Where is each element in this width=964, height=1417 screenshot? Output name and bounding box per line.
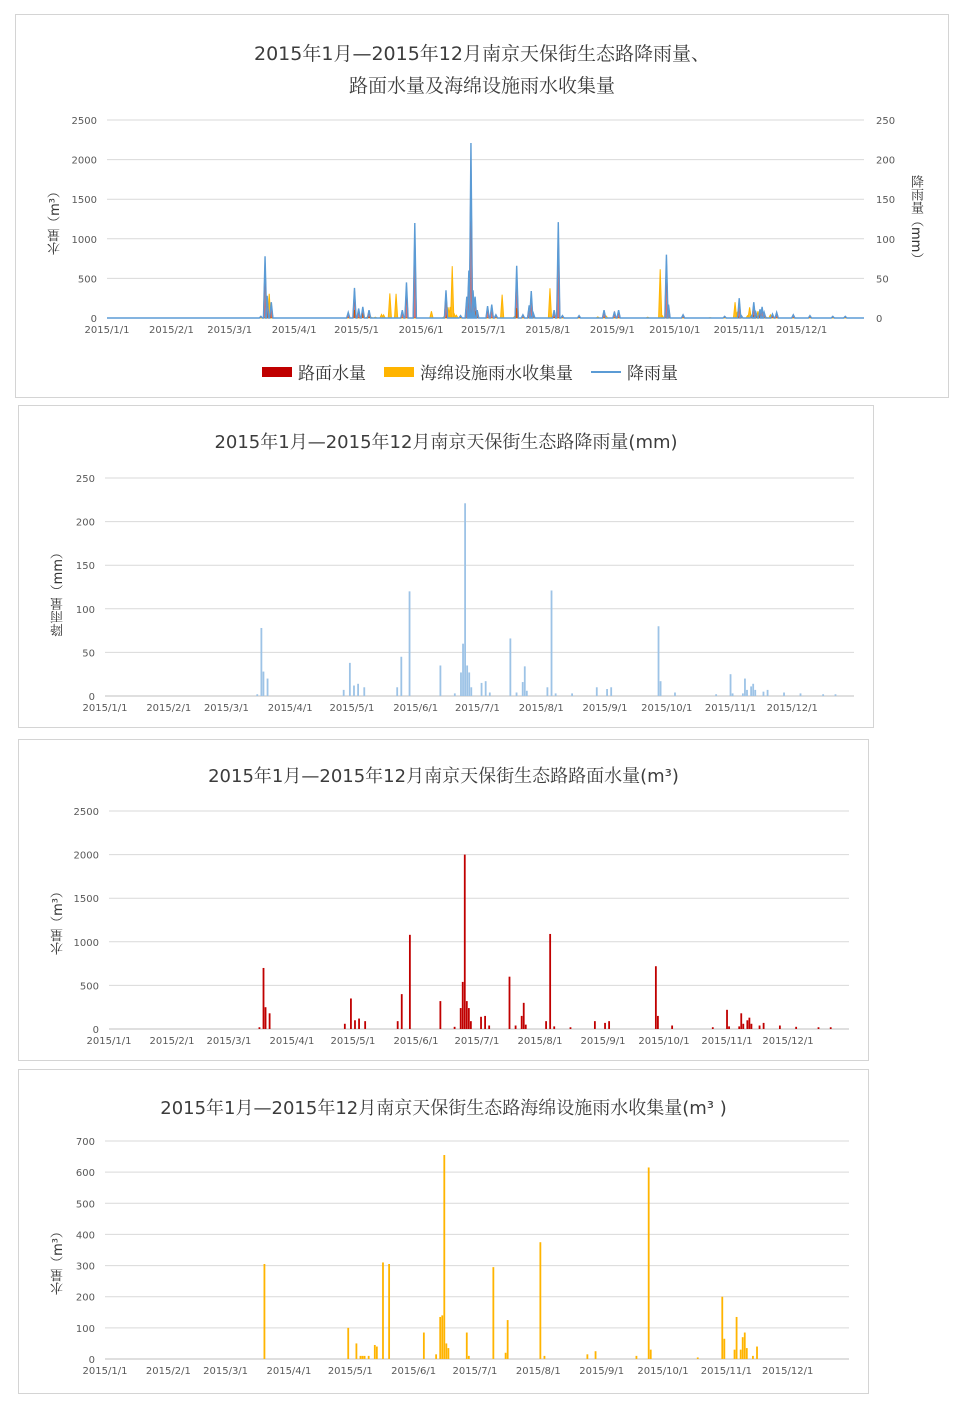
y-tick-label: 2500 [73, 807, 99, 818]
rain-bar [800, 693, 802, 696]
rain-bar [509, 638, 511, 696]
rain-bar [715, 694, 717, 696]
rain-bar [730, 674, 732, 696]
legend-label-sponge: 海绵设施雨水收集量 [420, 364, 573, 384]
rain-chart-svg [19, 406, 875, 729]
y-tick-label: 700 [75, 1137, 95, 1148]
x-tick-label: 2015/9/1 [589, 325, 635, 336]
road-bar [763, 1023, 765, 1029]
x-tick-label: 2015/11/1 [700, 1366, 753, 1377]
x-tick-label: 2015/1/1 [82, 1366, 128, 1377]
y-tick-label: 1500 [71, 195, 97, 207]
road-bar [439, 1001, 441, 1029]
sponge-chart-panel [18, 1069, 869, 1394]
road-bar [657, 1016, 659, 1029]
road-bar [655, 966, 657, 1029]
rain-bar [470, 687, 472, 696]
sponge-bar [723, 1339, 725, 1359]
y-tick-label: 0 [88, 692, 95, 703]
legend-swatch-road [262, 367, 292, 377]
road-bar [746, 1020, 748, 1029]
sponge-bar [360, 1356, 362, 1359]
road-bar [521, 1016, 523, 1029]
rain-bar [489, 693, 491, 696]
rain-bar [522, 682, 524, 696]
road-bar [545, 1021, 547, 1029]
rain-bar [524, 666, 526, 696]
y-tick-label: 2000 [73, 850, 99, 862]
x-tick-label: 2015/10/1 [637, 1366, 689, 1377]
y-tick-label: 1500 [73, 894, 99, 906]
x-tick-label: 2015/11/1 [704, 703, 757, 714]
legend-swatch-sponge [384, 367, 414, 377]
x-tick-label: 2015/6/1 [391, 1366, 437, 1377]
y-tick-label: 0 [90, 314, 97, 325]
legend-item-road [262, 359, 366, 384]
combined-chart-panel [15, 14, 949, 398]
sponge-bar [441, 1315, 443, 1359]
x-tick-label: 2015/11/1 [713, 325, 765, 336]
x-tick-label: 2015/8/1 [525, 325, 571, 336]
rain-chart-panel [18, 405, 874, 728]
road-bar [751, 1024, 753, 1029]
y-tick-label: 1000 [73, 937, 99, 949]
road-bar [570, 1027, 572, 1029]
combined-ylabel-right: 降雨量（mm） [908, 175, 923, 266]
rain-bar [462, 644, 464, 696]
road-bar [525, 1025, 527, 1029]
sponge-bar [539, 1242, 541, 1359]
sponge-bar [382, 1262, 384, 1359]
rain-bar [660, 681, 662, 696]
sponge-bar [388, 1264, 390, 1359]
rain-bar [256, 694, 258, 696]
legend-item-rain [591, 359, 678, 384]
rain-bar [783, 693, 785, 696]
x-tick-label: 2015/4/1 [271, 325, 317, 336]
y-right-tick-label: 0 [876, 314, 883, 325]
y-tick-label: 150 [75, 561, 95, 573]
rain-bar [357, 684, 359, 696]
x-tick-label: 2015/9/1 [582, 703, 628, 714]
x-tick-label: 2015/7/1 [452, 1366, 498, 1377]
rain-bar [466, 665, 468, 696]
x-tick-label: 2015/8/1 [518, 703, 564, 714]
rain-bar [353, 686, 355, 696]
x-tick-label: 2015/10/1 [638, 1036, 690, 1047]
x-tick-label: 2015/6/1 [398, 325, 444, 336]
x-tick-label: 2015/5/1 [327, 1366, 373, 1377]
road-chart-panel [18, 739, 869, 1061]
rain-bar [526, 691, 528, 696]
combined-ylabel-left: 水量（m³） [48, 185, 63, 255]
y-tick-label: 500 [75, 1199, 95, 1211]
road-bar [350, 998, 352, 1029]
y-tick-label: 2000 [71, 155, 97, 167]
y-tick-label: 2500 [71, 116, 97, 127]
series-sponge-area [107, 266, 864, 318]
rain-bar [658, 626, 660, 696]
road-bar [269, 1013, 271, 1029]
road-bar [464, 855, 466, 1029]
rain-bar [767, 690, 769, 696]
y-right-tick-label: 250 [876, 116, 896, 127]
rain-bar [596, 687, 598, 696]
road-bar [742, 1024, 744, 1029]
x-tick-label: 2015/5/1 [329, 703, 375, 714]
road-bar [462, 982, 464, 1029]
road-bar [259, 1027, 261, 1029]
sponge-bar [443, 1155, 445, 1359]
rain-bar [752, 684, 754, 696]
rain-bar [485, 681, 487, 696]
y-tick-label: 300 [75, 1261, 95, 1273]
y-tick-label: 250 [75, 474, 95, 485]
x-tick-label: 2015/10/1 [641, 703, 693, 714]
sponge-bar [356, 1343, 358, 1359]
sponge-bar [586, 1354, 588, 1359]
rain-bar [674, 693, 676, 696]
road-bar [728, 1026, 730, 1029]
x-tick-label: 2015/2/1 [145, 1366, 191, 1377]
rain-bar [363, 687, 365, 696]
sponge-bar [423, 1333, 425, 1359]
x-tick-label: 2015/12/1 [762, 1366, 814, 1377]
x-tick-label: 2015/4/1 [267, 703, 313, 714]
road-bar [454, 1027, 456, 1029]
y-tick-label: 0 [88, 1355, 95, 1366]
rain-bar [547, 687, 549, 696]
road-bar [594, 1021, 596, 1029]
rain-bar [835, 694, 837, 696]
y-tick-label: 500 [79, 981, 99, 993]
road-bar [738, 1026, 740, 1029]
sponge-chart-title: 2015年1月—2015年12月南京天保街生态路海绵设施雨水收集量(m³ ) [160, 1098, 727, 1119]
sponge-bar [439, 1317, 441, 1359]
sponge-bar [650, 1350, 652, 1359]
road-bar [466, 1001, 468, 1029]
road-bar [830, 1027, 832, 1029]
sponge-bar [736, 1317, 738, 1359]
sponge-bar [740, 1350, 742, 1359]
road-bar [818, 1027, 820, 1029]
rain-bar [750, 686, 752, 696]
sponge-bar [466, 1333, 468, 1359]
sponge-bar [744, 1333, 746, 1359]
x-tick-label: 2015/9/1 [580, 1036, 626, 1047]
road-bar [712, 1027, 714, 1029]
road-bar [468, 1008, 470, 1029]
rain-chart-title: 2015年1月—2015年12月南京天保街生态路降雨量(mm) [214, 432, 678, 453]
sponge-bar [746, 1348, 748, 1359]
x-tick-label: 2015/7/1 [454, 703, 500, 714]
sponge-bar [721, 1297, 723, 1359]
x-tick-label: 2015/6/1 [393, 1036, 439, 1047]
y-right-tick-label: 200 [876, 155, 896, 167]
x-tick-label: 2015/9/1 [579, 1366, 625, 1377]
road-ylabel: 水量（m³） [51, 885, 66, 955]
sponge-ylabel: 水量（m³） [51, 1225, 66, 1295]
y-tick-label: 400 [75, 1230, 95, 1242]
road-bar [484, 1016, 486, 1029]
sponge-bar [507, 1320, 509, 1359]
x-tick-label: 2015/12/1 [775, 325, 828, 336]
road-bar [344, 1024, 346, 1029]
x-tick-label: 2015/7/1 [460, 325, 506, 336]
rain-bar [468, 672, 470, 696]
x-tick-label: 2015/4/1 [266, 1366, 312, 1377]
y-right-tick-label: 150 [876, 195, 896, 207]
series-rain-line [107, 143, 864, 318]
x-tick-label: 2015/10/1 [649, 325, 701, 336]
rain-bar [454, 693, 456, 696]
rain-bar [481, 683, 483, 696]
y-right-tick-label: 100 [876, 234, 896, 246]
x-tick-label: 2015/7/1 [454, 1036, 500, 1047]
sponge-bar [362, 1356, 364, 1359]
rain-bar [746, 690, 748, 696]
road-bar [779, 1026, 781, 1029]
combined-legend [262, 359, 678, 384]
legend-swatch-rain [591, 371, 621, 373]
legend-label-rain: 降雨量 [627, 364, 678, 384]
road-bar [460, 1008, 462, 1029]
sponge-bar [445, 1343, 447, 1359]
sponge-bar [742, 1337, 744, 1359]
rain-bar [343, 690, 345, 696]
sponge-bar [468, 1356, 470, 1359]
sponge-bar [595, 1351, 597, 1359]
sponge-bar [648, 1167, 650, 1359]
rain-bar [754, 690, 756, 696]
x-tick-label: 2015/3/1 [203, 703, 249, 714]
road-chart-title: 2015年1月—2015年12月南京天保街生态路路面水量(m³) [208, 766, 679, 787]
rain-bar [742, 693, 744, 696]
sponge-bar [544, 1356, 546, 1359]
rain-bar [409, 591, 411, 696]
rain-bar [460, 672, 462, 696]
x-tick-label: 2015/12/1 [762, 1036, 814, 1047]
rain-bar [400, 657, 402, 696]
sponge-bar [376, 1347, 378, 1359]
x-tick-label: 2015/6/1 [393, 703, 439, 714]
x-tick-label: 2015/2/1 [149, 1036, 195, 1047]
y-tick-label: 500 [77, 274, 97, 286]
sponge-bar [264, 1264, 266, 1359]
legend-label-road: 路面水量 [298, 364, 366, 384]
combined-chart-title-line1: 2015年1月—2015年12月南京天保街生态路降雨量、 [254, 43, 710, 65]
road-bar [480, 1017, 482, 1029]
road-bar [265, 1007, 267, 1029]
road-bar [358, 1019, 360, 1029]
x-tick-label: 2015/3/1 [206, 1036, 252, 1047]
road-bar [509, 977, 511, 1029]
x-tick-label: 2015/3/1 [203, 1366, 249, 1377]
sponge-bar [492, 1267, 494, 1359]
road-bar [608, 1021, 610, 1029]
x-tick-label: 2015/1/1 [82, 703, 128, 714]
road-bar [488, 1026, 490, 1029]
x-tick-label: 2015/2/1 [149, 325, 194, 336]
rain-bar [260, 628, 262, 696]
combined-chart-title-line2: 路面水量及海绵设施雨水收集量 [348, 75, 615, 97]
y-right-tick-label: 50 [876, 274, 889, 286]
road-bar [549, 934, 551, 1029]
x-tick-label: 2015/8/1 [515, 1366, 561, 1377]
road-bar [553, 1026, 555, 1029]
x-tick-label: 2015/1/1 [84, 325, 130, 336]
rain-bar [464, 503, 466, 696]
rain-bar [822, 694, 824, 696]
x-tick-label: 2015/4/1 [269, 1036, 315, 1047]
road-bar [748, 1018, 750, 1029]
rain-bar [440, 665, 442, 696]
sponge-bar [697, 1357, 699, 1359]
x-tick-label: 2015/12/1 [766, 703, 818, 714]
road-bar [397, 1021, 399, 1029]
road-bar [726, 1010, 728, 1029]
road-bar [759, 1026, 761, 1029]
road-bar [740, 1013, 742, 1029]
rain-bar [349, 663, 351, 696]
road-bar [364, 1021, 366, 1029]
rain-bar [606, 689, 608, 696]
road-bar [354, 1020, 356, 1029]
sponge-chart-svg [19, 1070, 870, 1395]
road-bar [795, 1027, 797, 1029]
rain-bar [267, 679, 269, 696]
road-bar [604, 1023, 606, 1029]
legend-item-sponge [384, 359, 573, 384]
sponge-bar [756, 1347, 758, 1359]
sponge-bar [435, 1354, 437, 1359]
rain-bar [571, 693, 573, 696]
y-tick-label: 0 [92, 1025, 99, 1036]
rain-bar [396, 687, 398, 696]
x-tick-label: 2015/5/1 [330, 1036, 376, 1047]
sponge-bar [364, 1356, 366, 1359]
road-bar [409, 935, 411, 1029]
road-bar [401, 994, 403, 1029]
rain-bar [610, 687, 612, 696]
rain-bar [516, 693, 518, 696]
road-bar [523, 1003, 525, 1029]
road-bar [263, 968, 265, 1029]
y-tick-label: 200 [75, 517, 95, 529]
x-tick-label: 2015/8/1 [517, 1036, 563, 1047]
x-tick-label: 2015/5/1 [334, 325, 380, 336]
road-chart-svg [19, 740, 870, 1062]
rain-bar [551, 590, 553, 696]
rain-ylabel: 降雨量（mm） [51, 546, 66, 637]
road-bar [671, 1026, 673, 1029]
sponge-bar [636, 1356, 638, 1359]
y-tick-label: 100 [75, 1323, 95, 1335]
x-tick-label: 2015/11/1 [701, 1036, 753, 1047]
sponge-bar [447, 1348, 449, 1359]
sponge-bar [368, 1356, 370, 1359]
combined-chart-svg [16, 15, 950, 399]
road-bar [470, 1021, 472, 1029]
y-tick-label: 100 [75, 604, 95, 616]
rain-bar [555, 693, 557, 696]
rain-bar [763, 692, 765, 696]
sponge-bar [347, 1328, 349, 1359]
x-tick-label: 2015/3/1 [207, 325, 253, 336]
sponge-bar [734, 1350, 736, 1359]
sponge-bar [752, 1356, 754, 1359]
rain-bar [744, 679, 746, 696]
road-bar [515, 1026, 517, 1029]
sponge-bar [505, 1353, 507, 1359]
x-tick-label: 2015/1/1 [86, 1036, 132, 1047]
x-tick-label: 2015/2/1 [146, 703, 192, 714]
y-tick-label: 1000 [71, 234, 97, 246]
y-tick-label: 600 [75, 1168, 95, 1180]
rain-bar [263, 672, 265, 696]
y-tick-label: 200 [75, 1292, 95, 1304]
rain-bar [732, 693, 734, 696]
y-tick-label: 50 [82, 648, 95, 660]
sponge-bar [374, 1345, 376, 1359]
